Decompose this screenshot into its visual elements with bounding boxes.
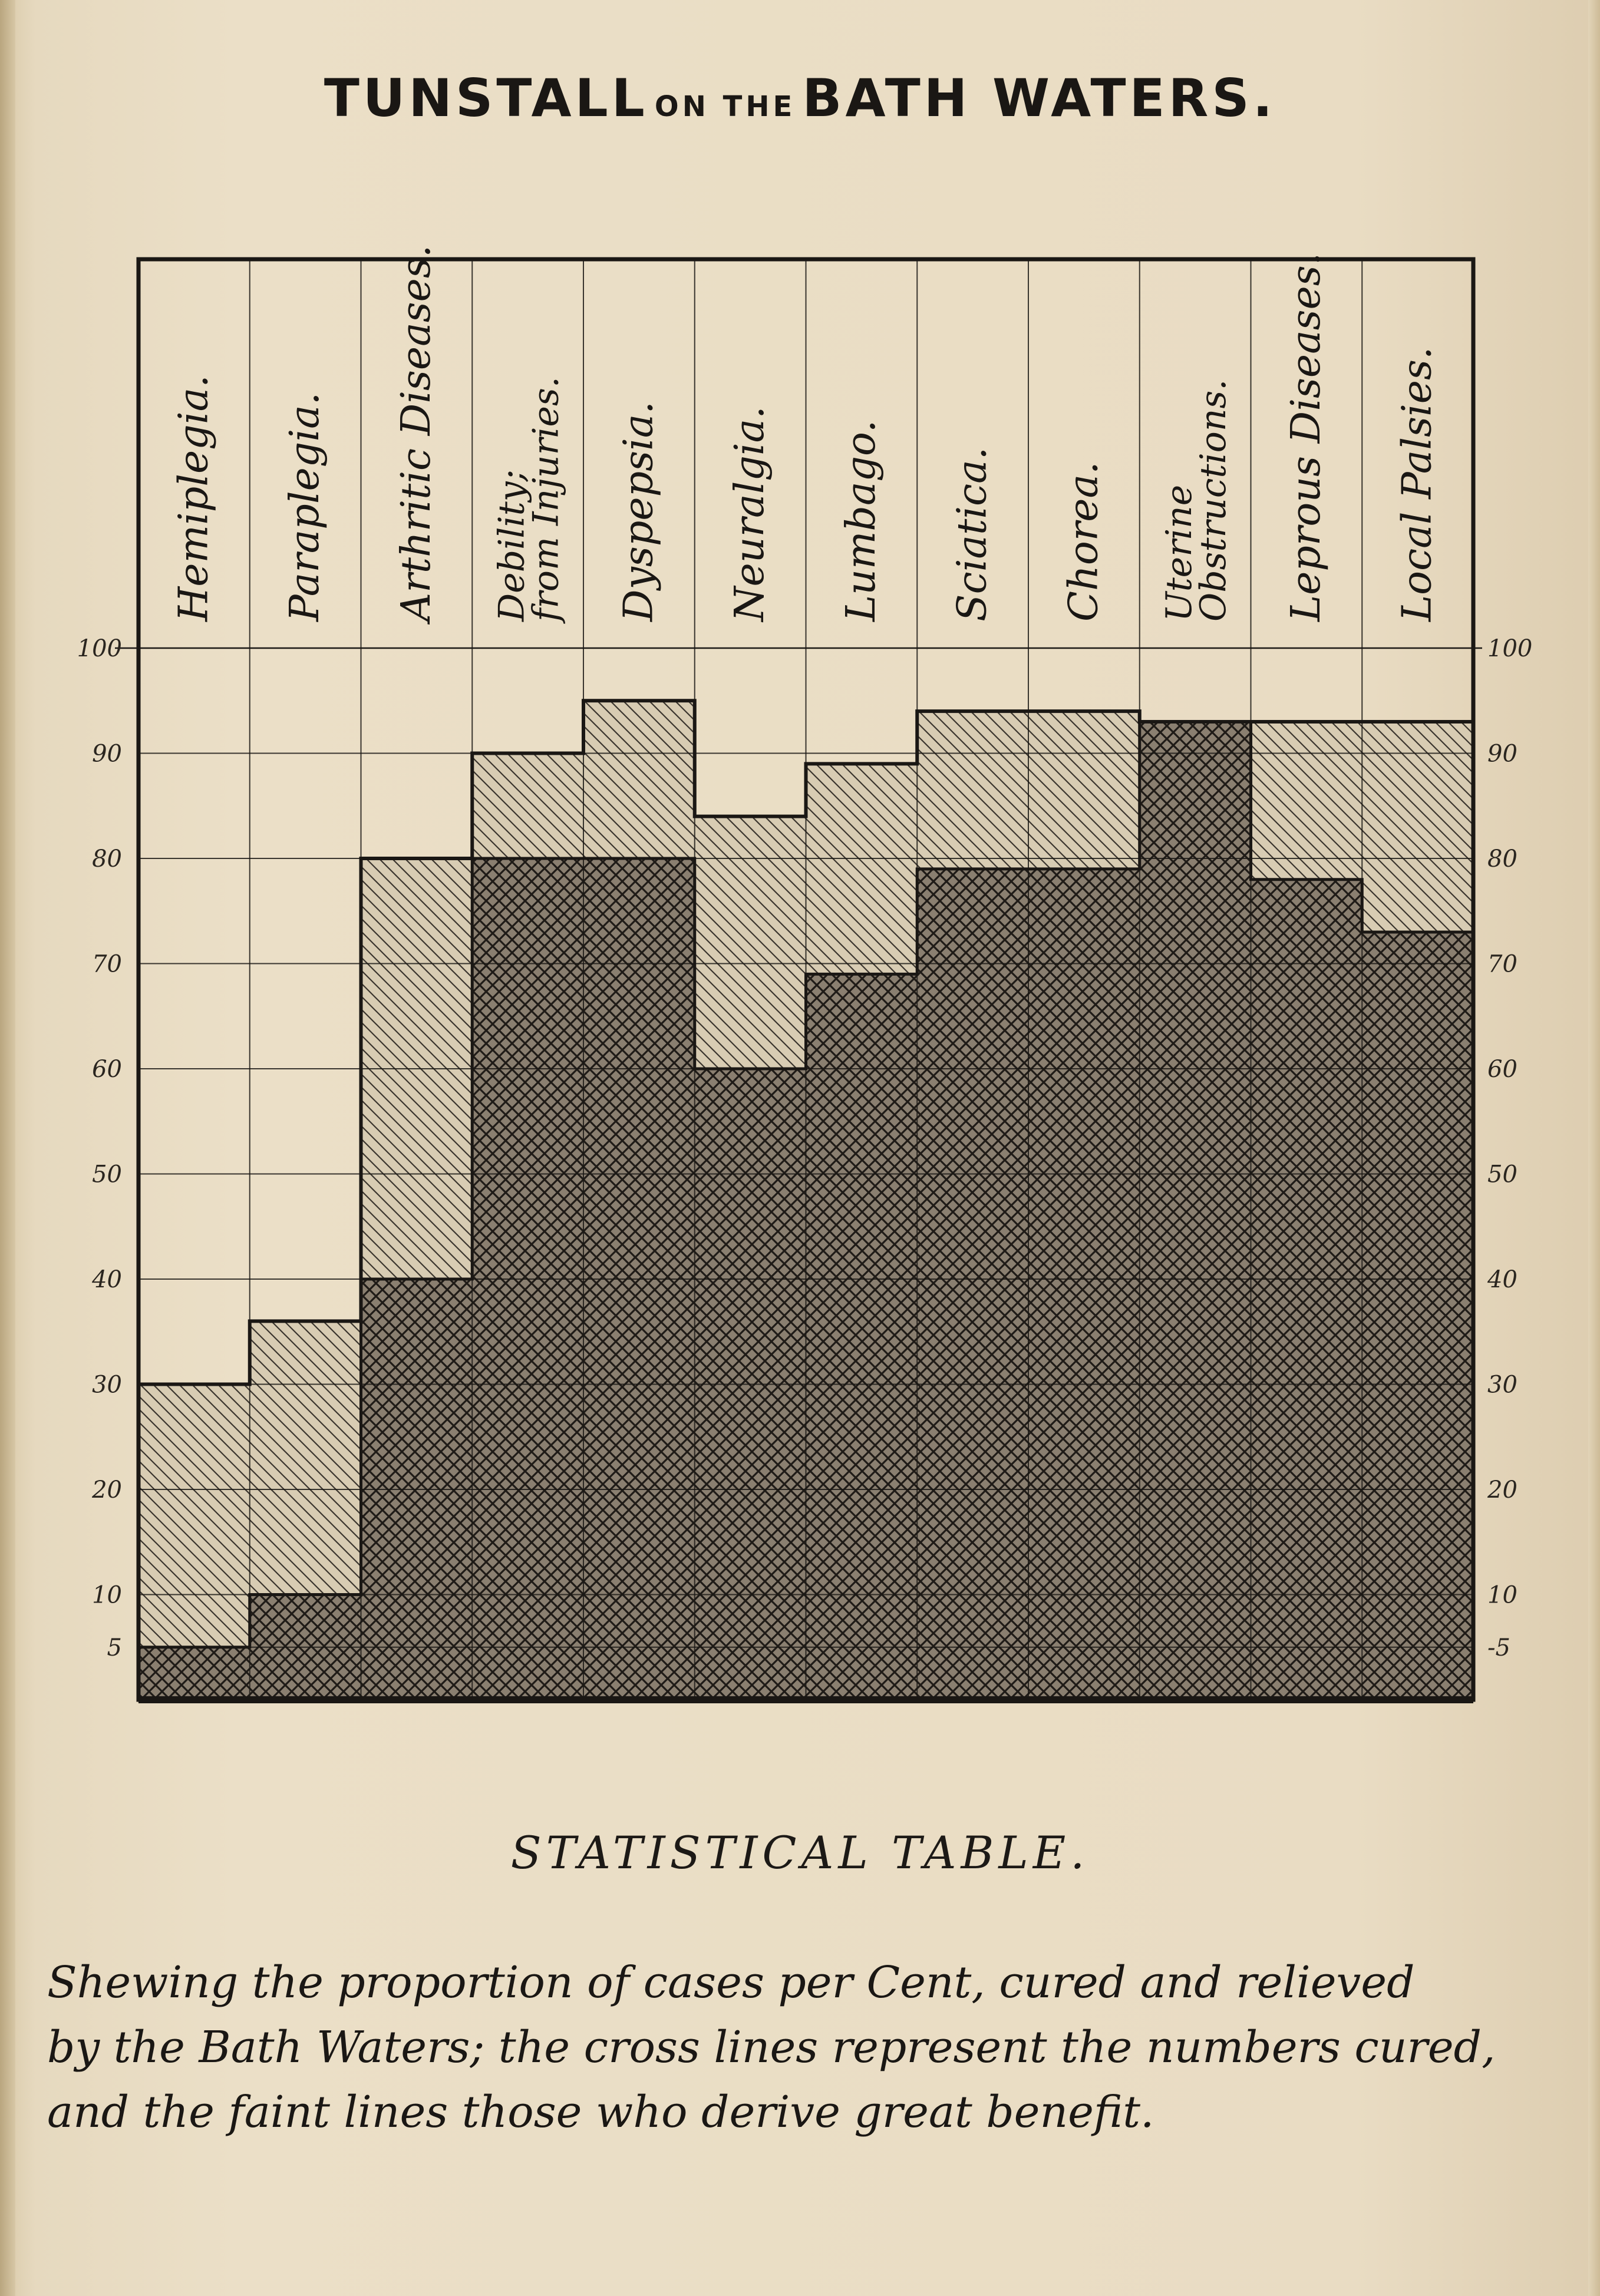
caption-line-3: and the faint lines those who derive great benefit. — [47, 2087, 1154, 2138]
ytick-right-60: 60 — [1487, 1056, 1517, 1083]
ytick-right-50: 50 — [1487, 1161, 1517, 1188]
bar-cured-8 — [1028, 869, 1140, 1700]
ytick-right-20: 20 — [1487, 1476, 1517, 1504]
header-part-2: ON THE — [654, 90, 796, 123]
bar-cured-10 — [1251, 880, 1363, 1700]
category-label-11 — [1394, 347, 1441, 623]
category-label-5-line-0: Neuralgia. — [727, 406, 774, 622]
ytick-left-80: 80 — [92, 845, 122, 873]
category-label-9-line-1: Obstructions. — [1193, 379, 1235, 622]
chart-caption — [47, 1950, 1556, 2145]
category-label-6 — [838, 420, 885, 623]
ytick-left-100: 100 — [77, 635, 122, 662]
ytick-left-70: 70 — [92, 950, 122, 978]
category-label-8 — [1060, 461, 1107, 622]
bar-cured-9 — [1140, 722, 1251, 1700]
category-label-4 — [615, 401, 662, 623]
category-label-2-line-0: Arthritic Diseases. — [392, 245, 440, 622]
category-label-7 — [949, 447, 996, 622]
ytick-right-5: -5 — [1487, 1634, 1510, 1661]
ytick-left-20: 20 — [92, 1476, 122, 1504]
category-label-11-line-0: Local Palsies. — [1394, 346, 1441, 622]
ytick-left-60: 60 — [92, 1056, 122, 1083]
ytick-right-100: 100 — [1487, 635, 1533, 662]
ytick-right-70: 70 — [1487, 950, 1517, 978]
caption-line-1: Shewing the proportion of cases per Cent, cured and relieved — [47, 1957, 1415, 2008]
category-label-3-line-0: Debility; — [491, 470, 533, 622]
ytick-right-90: 90 — [1487, 740, 1517, 768]
bar-cured-0 — [138, 1647, 250, 1700]
category-label-0-line-0: Hemiplegia. — [170, 375, 217, 622]
bar-cured-7 — [917, 869, 1028, 1700]
category-label-7-line-0: Sciatica. — [949, 447, 996, 622]
ytick-left-10: 10 — [92, 1581, 122, 1609]
ytick-right-30: 30 — [1487, 1371, 1517, 1399]
ytick-right-10: 10 — [1487, 1581, 1517, 1609]
bar-cured-6 — [806, 974, 918, 1700]
category-label-9-line-0: Uterine — [1159, 484, 1200, 622]
category-label-10-line-0: Leprous Diseases. — [1282, 252, 1330, 622]
category-label-8-line-0: Chorea. — [1060, 461, 1107, 622]
ytick-right-40: 40 — [1487, 1266, 1517, 1293]
category-label-1-line-0: Paraplegia. — [282, 392, 329, 622]
header-part-3: BATH WATERS. — [802, 68, 1276, 128]
ytick-left-90: 90 — [92, 740, 122, 768]
ytick-left-40: 40 — [92, 1266, 122, 1293]
category-label-4-line-0: Dyspepsia. — [615, 401, 662, 622]
chart-title: STATISTICAL TABLE. — [510, 1826, 1090, 1879]
ytick-left-30: 30 — [92, 1371, 122, 1399]
category-label-3-line-1: from Injuries. — [525, 376, 567, 622]
category-label-5 — [727, 406, 773, 623]
category-label-1 — [282, 392, 328, 623]
ytick-left-50: 50 — [92, 1161, 122, 1188]
ytick-right-80: 80 — [1487, 845, 1517, 873]
category-label-0 — [170, 375, 217, 623]
category-label-2 — [393, 245, 440, 625]
ytick-left-5: 5 — [107, 1634, 122, 1661]
category-label-3 — [491, 376, 567, 624]
category-label-10 — [1283, 253, 1330, 623]
bar-cured-11 — [1362, 932, 1473, 1700]
caption-line-2: by the Bath Waters; the cross lines represent the numbers cured, — [47, 2022, 1496, 2073]
category-label-9 — [1159, 379, 1234, 622]
category-label-6-line-0: Lumbago. — [837, 419, 885, 622]
header-part-1: TUNSTALL — [324, 68, 648, 128]
